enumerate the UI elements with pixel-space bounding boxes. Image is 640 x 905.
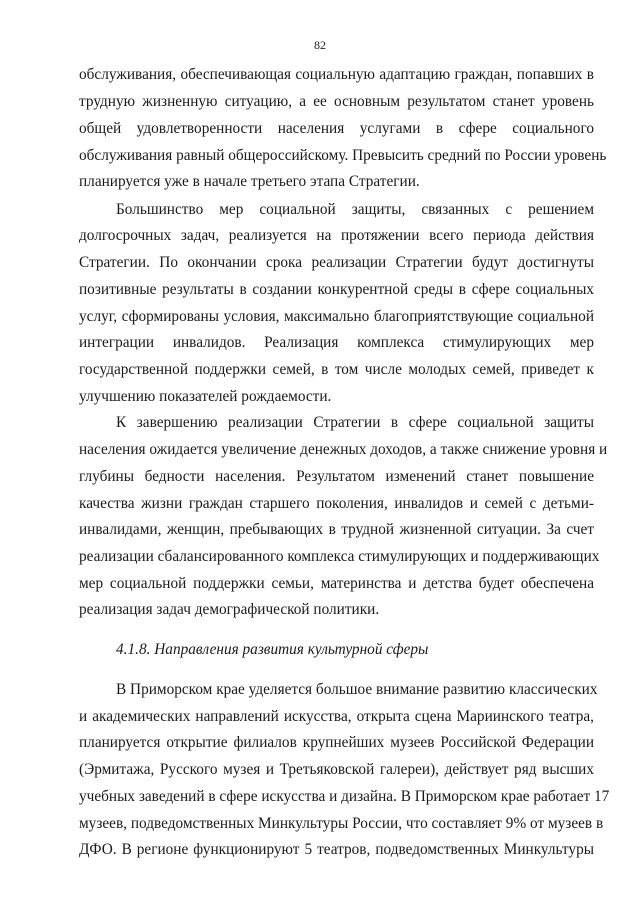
paragraph-line: В Приморском крае уделяется большое внимание развитию классических bbox=[116, 681, 598, 698]
paragraph-line: долгосрочных задач, реализуется на протяжении всего периода действия bbox=[79, 227, 594, 244]
paragraph-line: услуг, сформированы условия, максимально благоприятствующие социальной bbox=[79, 308, 594, 325]
paragraph-line: трудную жизненную ситуацию, а ее основным результатом станет уровень bbox=[79, 93, 594, 110]
paragraph-line: глубины бедности населения. Результатом изменений станет повышение bbox=[79, 468, 594, 485]
paragraph-line: учебных заведений в сфере искусства и дизайна. В Приморском крае работает 17 bbox=[79, 788, 610, 805]
paragraph-line: населения ожидается увеличение денежных доходов, а также снижение уровня и bbox=[79, 441, 608, 458]
paragraph-line: улучшению показателей рождаемости. bbox=[79, 388, 332, 405]
paragraph-line: К завершению реализации Стратегии в сфере социальной защиты bbox=[116, 414, 594, 431]
paragraph-line: реализации сбалансированного комплекса стимулирующих и поддерживающих bbox=[79, 548, 600, 565]
paragraph-line: Большинство мер социальной защиты, связанных с решением bbox=[116, 201, 594, 218]
paragraph-line: музеев, подведомственных Минкультуры России, что составляет 9% от музеев в bbox=[79, 815, 604, 832]
paragraph-line: реализация задач демографической политики. bbox=[79, 601, 380, 618]
paragraph-line: планируется уже в начале третьего этапа Стратегии. bbox=[79, 173, 420, 190]
paragraph-line: обслуживания, обеспечивающая социальную адаптацию граждан, попавших в bbox=[79, 66, 594, 83]
section-heading: 4.1.8. Направления развития культурной сферы bbox=[116, 641, 429, 658]
paragraph-line: общей удовлетворенности населения услугами в сфере социального bbox=[79, 120, 594, 137]
paragraph-line: и академических направлений искусства, открыта сцена Мариинского театра, bbox=[79, 708, 594, 725]
paragraph-line: ДФО. В регионе функционируют 5 театров, подведомственных Минкультуры bbox=[79, 841, 594, 858]
paragraph-line: планируется открытие филиалов крупнейших музеев Российской Федерации bbox=[79, 734, 594, 751]
paragraph-line: инвалидами, женщин, пребывающих в трудной жизненной ситуации. За счет bbox=[79, 521, 594, 538]
paragraph-line: качества жизни граждан старшего поколения, инвалидов и семей с детьми- bbox=[79, 495, 594, 512]
paragraph-line: мер социальной поддержки семьи, материнства и детства будет обеспечена bbox=[79, 575, 594, 592]
paragraph-line: (Эрмитажа, Русского музея и Третьяковской галереи), действует ряд высших bbox=[79, 761, 594, 778]
paragraph-line: обслуживания равный общероссийскому. Превысить средний по России уровень bbox=[79, 147, 607, 164]
paragraph-line: позитивные результаты в создании конкурентной среды в сфере социальных bbox=[79, 281, 594, 298]
paragraph-line: интеграции инвалидов. Реализация комплекса стимулирующих мер bbox=[79, 334, 594, 351]
paragraph-line: Стратегии. По окончании срока реализации Стратегии будут достигнуты bbox=[79, 254, 594, 271]
paragraph-line: государственной поддержки семей, в том числе молодых семей, приведет к bbox=[79, 361, 594, 378]
page-number: 82 bbox=[314, 38, 326, 52]
